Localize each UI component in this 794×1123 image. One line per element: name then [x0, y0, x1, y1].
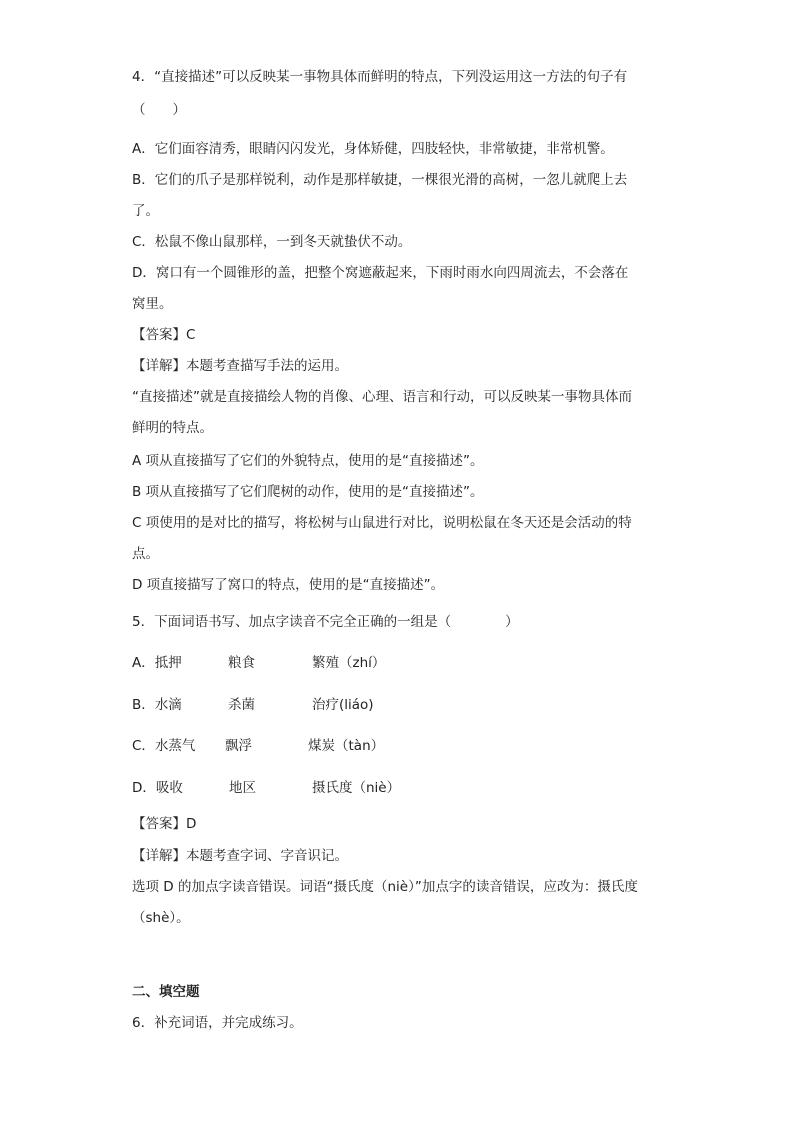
- section-title: 二、填空题: [132, 984, 200, 1000]
- q5-option-b-word3: 治疗(liáo): [312, 697, 374, 713]
- q5-option-a-word3: 繁殖（zhí）: [312, 655, 386, 671]
- q4-explain-d: D 项直接描写了窝口的特点，使用的是“直接描述”。: [132, 577, 445, 593]
- q4-option-d-line2: 窝里。: [132, 296, 173, 312]
- q4-option-d-line1: D．窝口有一个圆锥形的盖，把整个窝遮蔽起来，下雨时雨水向四周流去，不会落在: [132, 265, 629, 281]
- q5-option-d-word3: 摄氏度（niè）: [312, 780, 401, 796]
- q4-stem-line1: 4．“直接描述”可以反映某一事物具体而鲜明的特点，下列没运用这一方法的句子有: [132, 69, 628, 85]
- q5-explain-line1: 选项 D 的加点字读音错误。词语“摄氏度（niè）”加点字的读音错误，应改为：摄氏度: [132, 879, 638, 895]
- q6-stem: 6．补充词语，并完成练习。: [132, 1015, 303, 1031]
- q4-option-c: C．松鼠不像山鼠那样，一到冬天就蛰伏不动。: [132, 234, 412, 250]
- q5-explain-line2: （shè）。: [132, 910, 190, 926]
- q4-option-b-line1: B．它们的爪子是那样锐利，动作是那样敏捷，一棵很光滑的高树，一忽儿就爬上去: [132, 172, 628, 188]
- q4-explain-c-line1: C 项使用的是对比的描写，将松树与山鼠进行对比，说明松鼠在冬天还是会活动的特: [132, 515, 632, 531]
- q5-option-a-word1: A．抵押: [132, 655, 182, 671]
- q4-explain-head: 【详解】本题考查描写手法的运用。: [132, 358, 348, 374]
- q5-option-d-word2: 地区: [229, 780, 256, 796]
- q4-explain-line2: 鲜明的特点。: [132, 420, 213, 436]
- q4-stem-line2: （ ）: [132, 102, 186, 118]
- q5-option-a-word2: 粮食: [228, 655, 255, 671]
- q4-explain-b: B 项从直接描写了它们爬树的动作，使用的是“直接描述”。: [132, 484, 484, 500]
- q4-option-a: A．它们面容清秀，眼睛闪闪发光，身体矫健，四肢轻快，非常敏捷，非常机警。: [132, 141, 614, 157]
- q5-option-d-word1: D．吸收: [132, 780, 183, 796]
- q5-option-c-word3: 煤炭（tàn）: [308, 738, 385, 754]
- q5-option-c-word1: C．水蒸气: [132, 738, 196, 754]
- q4-explain-line1: “直接描述”就是直接描绘人物的肖像、心理、语言和行动，可以反映某一事物具体而: [132, 389, 632, 405]
- q4-answer: 【答案】C: [132, 327, 196, 343]
- q5-option-b-word2: 杀菌: [228, 697, 255, 713]
- q5-stem: 5．下面词语书写、加点字读音不完全正确的一组是（ ）: [132, 614, 519, 630]
- q5-option-c-word2: 飘浮: [225, 738, 252, 754]
- q4-option-b-line2: 了。: [132, 203, 159, 219]
- q4-explain-a: A 项从直接描写了它们的外貌特点，使用的是“直接描述”。: [132, 453, 484, 469]
- q5-answer: 【答案】D: [132, 816, 197, 832]
- q5-option-b-word1: B．水滴: [132, 697, 182, 713]
- q5-explain-head: 【详解】本题考查字词、字音识记。: [132, 848, 348, 864]
- q4-explain-c-line2: 点。: [132, 546, 159, 562]
